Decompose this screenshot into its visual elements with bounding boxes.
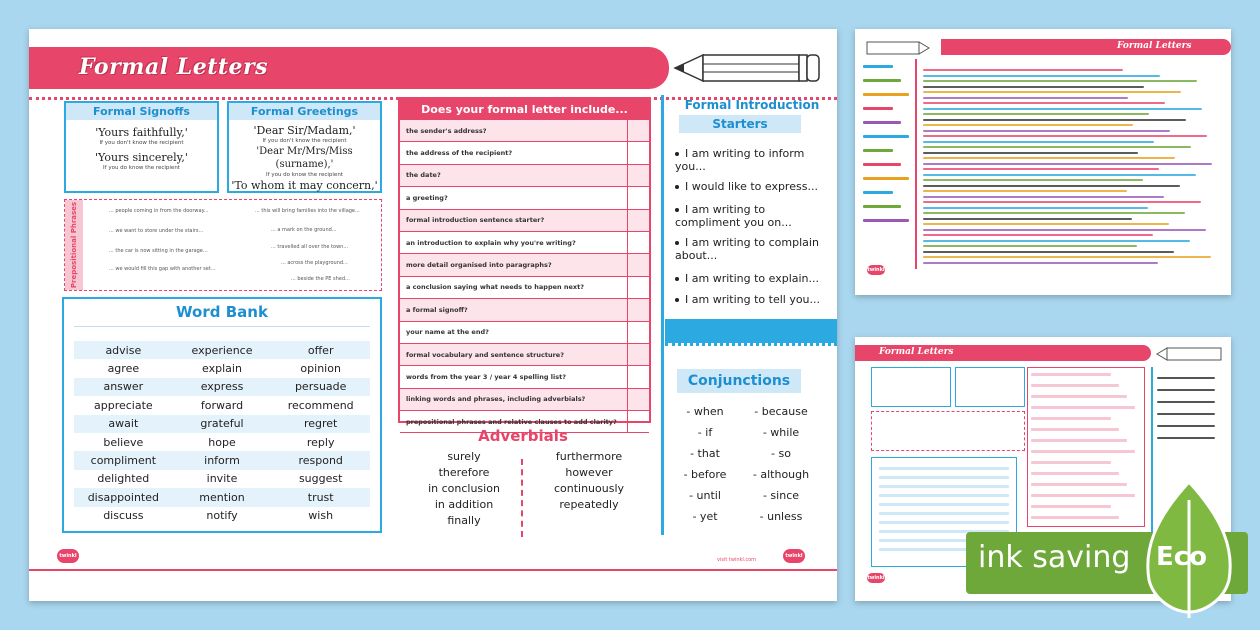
thumbnail-text-line — [923, 113, 1149, 115]
word-bank-row — [74, 470, 370, 488]
checklist-tick-box[interactable] — [627, 344, 649, 365]
checklist-item: formal vocabulary and sentence structure? — [406, 350, 564, 359]
checklist-row — [400, 344, 649, 366]
footer-site-text: visit twinkl.com — [717, 557, 757, 563]
intro-starter-text: I am writing to tell you... — [685, 293, 821, 306]
checklist-row — [400, 366, 649, 388]
checklist-tick-box[interactable] — [627, 389, 649, 410]
checklist-tick-box[interactable] — [627, 299, 649, 320]
bullet-icon — [675, 185, 679, 189]
thumbnail-text-line — [1031, 505, 1111, 508]
prep-phrase: ... a mark on the ground... — [271, 227, 337, 233]
thumbnail-label-line — [863, 107, 893, 110]
checklist-tick-box[interactable] — [627, 322, 649, 343]
checklist-tick-box[interactable] — [627, 277, 649, 298]
thumbnail-text-line — [923, 190, 1127, 192]
conjunction-word: - before — [683, 468, 727, 481]
prep-phrase: ... we want to store under the stairs... — [109, 228, 204, 234]
word-bank-word: trust — [307, 490, 334, 504]
prep-phrase: ... travelled all over the town... — [271, 244, 349, 250]
thumbnail-label-line — [863, 65, 893, 68]
twinkl-logo: twinkl — [783, 549, 805, 563]
word-bank-row — [74, 507, 370, 525]
checklist-item: formal introduction sentence starter? — [406, 216, 545, 225]
signoff-note: If you don't know the recipient — [99, 140, 184, 146]
thumbnail-text-line — [923, 223, 1169, 225]
word-bank-row — [74, 415, 370, 433]
thumbnail-text-line — [923, 69, 1123, 71]
checklist-item: linking words and phrases, including adverbials? — [406, 395, 586, 404]
pencil-icon — [865, 39, 931, 57]
word-bank-word: grateful — [200, 417, 244, 431]
footer-rule — [29, 569, 837, 571]
pencil-icon — [673, 49, 821, 87]
thumbnail-text-line — [1031, 384, 1119, 387]
prep-phrase: ... we would fill this gap with another set... — [109, 266, 216, 272]
thumbnail-text-line — [923, 141, 1154, 143]
word-bank-heading: Word Bank — [74, 299, 370, 327]
intro-starter-text: I am writing to complain about... — [675, 236, 819, 262]
blue-dotted-rule — [665, 343, 837, 346]
checklist-rows — [400, 120, 649, 433]
thumbnail-text-line — [923, 262, 1158, 264]
signoffs-box — [64, 101, 219, 193]
bullet-icon — [675, 298, 679, 302]
page-title: Formal Letters — [79, 54, 268, 80]
ink-saving-label: ink saving — [978, 540, 1131, 575]
thumbnail-text-line — [1157, 413, 1215, 415]
word-bank-word: await — [108, 417, 139, 431]
thumbnail-text-line — [923, 102, 1165, 104]
thumbnail-label-line — [863, 205, 901, 208]
conjunction-word: - that — [690, 447, 720, 460]
thumbnail-text-line — [1031, 428, 1119, 431]
checklist-tick-box[interactable] — [627, 254, 649, 275]
adverbials-heading: Adverbials — [478, 427, 568, 445]
checklist-tick-box[interactable] — [627, 366, 649, 387]
word-bank-word: invite — [206, 472, 238, 486]
mini-greetings-box — [955, 367, 1025, 407]
thumbnail-text-line — [923, 97, 1128, 99]
prep-phrase: ... beside the PE shed... — [291, 276, 350, 282]
thumbnail-text-line — [1031, 494, 1135, 497]
word-bank-word: disappointed — [87, 490, 159, 504]
adverbials-divider — [521, 459, 523, 537]
checklist-tick-box[interactable] — [627, 232, 649, 253]
word-bank-word: advise — [105, 343, 142, 357]
conjunctions-left-column — [675, 401, 735, 527]
adverbial-word: repeatedly — [559, 498, 619, 511]
word-bank-word: inform — [204, 454, 240, 468]
thumbnail-label-line — [863, 93, 909, 96]
thumbnail-title: Formal Letters — [1117, 41, 1192, 51]
thumbnail-text-line — [1157, 401, 1215, 403]
word-bank-word: explain — [202, 362, 242, 376]
pencil-icon — [1155, 345, 1223, 363]
checklist-item: a greeting? — [406, 193, 448, 202]
preview-thumbnail-1[interactable] — [855, 29, 1231, 295]
conjunction-word: - although — [752, 468, 810, 481]
thumbnail-text-line — [879, 476, 1009, 479]
thumbnail-label-line — [863, 121, 901, 124]
thumbnail-text-line — [1031, 395, 1127, 398]
word-bank-word: appreciate — [93, 398, 153, 412]
checklist-row — [400, 187, 649, 209]
thumbnail-text-line — [1157, 389, 1215, 391]
adverbial-word: furthermore — [555, 450, 623, 463]
thumbnail-text-line — [923, 196, 1164, 198]
signoff-phrase: 'Yours faithfully,' — [95, 126, 188, 139]
thumbnail-text-line — [923, 234, 1153, 236]
thumbnail-text-line — [923, 201, 1201, 203]
word-bank-word: compliment — [90, 454, 157, 468]
thumbnail-text-line — [1031, 373, 1111, 376]
checklist-item: a formal signoff? — [406, 305, 468, 314]
intro-starter-item — [675, 293, 825, 306]
thumbnail-text-line — [1157, 425, 1215, 427]
greeting-phrase: 'Dear Mr/Mrs/Miss (surname),' — [256, 146, 353, 170]
main-resource-sheet — [29, 29, 837, 601]
checklist-tick-box[interactable] — [627, 120, 649, 141]
signoff-phrase: 'Yours sincerely,' — [95, 151, 188, 164]
thumbnail-text-line — [923, 91, 1181, 93]
prepositional-label: Prepositional Phrases — [65, 200, 83, 290]
thumbnail-text-line — [923, 130, 1170, 132]
thumbnail-text-line — [879, 485, 1009, 488]
thumbnail-text-line — [879, 503, 1009, 506]
thumbnail-text-line — [923, 152, 1138, 154]
word-bank-word: delighted — [97, 472, 150, 486]
eco-badge-word: Eco — [1156, 542, 1208, 572]
thumbnail-text-line — [923, 185, 1180, 187]
thumbnail-text-line — [923, 207, 1148, 209]
thumbnail-text-line — [879, 512, 1009, 515]
thumbnail-text-line — [923, 174, 1196, 176]
intro-starter-text: I am writing to explain... — [685, 272, 820, 285]
thumbnail-text-line — [923, 75, 1160, 77]
thumbnail-text-line — [923, 179, 1143, 181]
thumbnail-text-line — [1031, 439, 1127, 442]
prepositional-box — [64, 199, 382, 291]
thumbnail-text-line — [1157, 437, 1215, 439]
checklist-row — [400, 165, 649, 187]
adverbial-word: continuously — [553, 482, 625, 495]
thumbnail-label-line — [863, 191, 893, 194]
thumbnail-text-line — [923, 245, 1137, 247]
checklist-row — [400, 210, 649, 232]
word-bank-row — [74, 451, 370, 469]
bullet-icon — [675, 241, 679, 245]
signoff-note: If you do know the recipient — [103, 165, 180, 171]
thumbnail-text-line — [1031, 472, 1119, 475]
conjunction-word: - while — [762, 426, 800, 439]
thumbnail-text-line — [923, 108, 1202, 110]
thumbnail-text-line — [879, 494, 1009, 497]
checklist-row — [400, 142, 649, 164]
conjunction-word: - until — [689, 489, 721, 502]
word-bank-row — [74, 488, 370, 506]
adverbials-left-column — [409, 449, 519, 529]
checklist-item: an introduction to explain why you're writing? — [406, 238, 576, 247]
word-bank-word: experience — [191, 343, 253, 357]
thumbnail-text-line — [1031, 450, 1135, 453]
conjunction-word: - yet — [692, 510, 718, 523]
intro-starter-item — [675, 236, 825, 262]
mini-checklist-box — [1027, 367, 1145, 527]
word-bank-word: persuade — [294, 380, 347, 394]
thumbnail-text-line — [879, 521, 1009, 524]
thumbnail-text-line — [923, 229, 1206, 231]
checklist-item: the sender's address? — [406, 126, 487, 135]
thumbnail-text-line — [923, 157, 1175, 159]
word-bank-word: answer — [103, 380, 144, 394]
word-bank-word: express — [200, 380, 244, 394]
thumbnail-text-line — [923, 163, 1212, 165]
checklist-row — [400, 389, 649, 411]
checklist-item: more detail organised into paragraphs? — [406, 261, 552, 270]
word-bank-row — [74, 359, 370, 377]
thumbnail-label-line — [863, 79, 901, 82]
word-bank-grid — [74, 341, 370, 525]
prep-phrase: ... across the playground... — [281, 260, 348, 266]
word-bank-word: respond — [298, 454, 343, 468]
thumbnail-label-line — [863, 149, 893, 152]
adverbial-word: surely — [447, 450, 481, 463]
thumbnail-text-line — [1031, 516, 1119, 519]
conjunction-word: - so — [771, 447, 791, 460]
word-bank-word: mention — [199, 490, 245, 504]
word-bank-word: recommend — [287, 398, 354, 412]
word-bank-word: notify — [206, 509, 238, 523]
thumbnail-text-line — [1157, 377, 1215, 379]
prep-phrase: ... the car is now sitting in the garage... — [109, 248, 208, 254]
checklist-item: prepositional phrases and relative clauses to add clarity? — [406, 417, 617, 426]
twinkl-logo: twinkl — [867, 575, 885, 581]
thumbnail-text-line — [923, 119, 1186, 121]
checklist-row — [400, 254, 649, 276]
adverbial-word: finally — [447, 514, 481, 527]
intro-starter-text: I am writing to compliment you on... — [675, 203, 792, 229]
word-bank-row — [74, 378, 370, 396]
prep-phrase: ... this will bring families into the village... — [255, 208, 360, 214]
greeting-phrase: 'To whom it may concern,' — [231, 179, 378, 192]
word-bank-word: wish — [308, 509, 334, 523]
thumbnail-text-line — [1031, 406, 1135, 409]
conjunctions-heading: Conjunctions — [677, 369, 801, 393]
checklist-heading: Does your formal letter include... — [400, 99, 649, 120]
conjunction-word: - unless — [759, 510, 803, 523]
conjunctions-right-column — [745, 401, 817, 527]
bullet-icon — [675, 277, 679, 281]
checklist-row — [400, 120, 649, 142]
thumbnail-label-line — [863, 177, 909, 180]
intro-starter-item — [675, 272, 825, 285]
column-separator — [661, 95, 664, 535]
thumbnail-label-line — [863, 163, 901, 166]
checklist-item: words from the year 3 / year 4 spelling list? — [406, 372, 566, 381]
word-bank-word: suggest — [298, 472, 343, 486]
word-bank-box — [62, 297, 382, 533]
adverbial-word: in conclusion — [428, 482, 500, 495]
thumbnail-label-line — [863, 135, 909, 138]
bullet-icon — [675, 208, 679, 212]
checklist-tick-box[interactable] — [627, 142, 649, 163]
word-bank-row — [74, 396, 370, 414]
word-bank-word: opinion — [300, 362, 341, 376]
word-bank-word: forward — [200, 398, 244, 412]
conjunction-word: - when — [686, 405, 724, 418]
adverbials-right-column — [529, 449, 649, 513]
thumbnail-text-line — [923, 124, 1133, 126]
word-bank-word: reply — [306, 435, 335, 449]
word-bank-word: hope — [208, 435, 236, 449]
word-bank-word: agree — [107, 362, 140, 376]
conjunction-word: - if — [697, 426, 713, 439]
checklist-tick-box[interactable] — [627, 165, 649, 186]
thumbnail-title: Formal Letters — [879, 347, 954, 357]
thumbnail-text-line — [923, 146, 1191, 148]
word-bank-row — [74, 341, 370, 359]
twinkl-logo: twinkl — [867, 267, 885, 273]
thumbnail-text-line — [879, 467, 1009, 470]
checklist-tick-box[interactable] — [627, 187, 649, 208]
checklist-row — [400, 322, 649, 344]
thumbnail-text-line — [923, 86, 1144, 88]
conjunction-word: - since — [762, 489, 800, 502]
greeting-note: If you don't know the recipient — [262, 138, 347, 144]
thumbnail-text-line — [1031, 417, 1111, 420]
intro-starters-subheading: Starters — [679, 115, 801, 133]
thumbnail-text-line — [1031, 483, 1127, 486]
adverbial-word: in addition — [434, 498, 494, 511]
greetings-heading: Formal Greetings — [229, 103, 380, 120]
greeting-note: If you do know the recipient — [266, 172, 343, 178]
blue-stripe — [665, 319, 837, 343]
checklist-item: the date? — [406, 171, 441, 180]
word-bank-row — [74, 433, 370, 451]
mini-signoffs-box — [871, 367, 951, 407]
word-bank-word: believe — [103, 435, 144, 449]
prep-phrase: ... people coming in from the doorway... — [109, 208, 209, 214]
greetings-box — [227, 101, 382, 193]
thumbnail-text-line — [923, 218, 1132, 220]
intro-starter-text: I would like to express... — [685, 180, 818, 193]
checklist-item: a conclusion saying what needs to happen next? — [406, 283, 584, 292]
checklist-box — [398, 97, 651, 426]
checklist-row — [400, 277, 649, 299]
thumbnail-margin — [915, 59, 917, 269]
adverbial-word: however — [565, 466, 613, 479]
checklist-tick-box[interactable] — [627, 210, 649, 231]
bullet-icon — [675, 152, 679, 156]
conjunction-word: - because — [754, 405, 808, 418]
twinkl-logo: twinkl — [57, 549, 79, 563]
word-bank-word: discuss — [103, 509, 144, 523]
checklist-row — [400, 299, 649, 321]
adverbial-word: therefore — [438, 466, 490, 479]
signoffs-heading: Formal Signoffs — [66, 103, 217, 120]
intro-starter-item — [675, 180, 825, 193]
intro-starter-item — [675, 147, 825, 173]
thumbnail-text-line — [923, 80, 1197, 82]
checklist-row — [400, 232, 649, 254]
thumbnail-text-line — [923, 212, 1185, 214]
thumbnail-text-line — [1031, 461, 1111, 464]
intro-starter-item — [675, 203, 825, 229]
mini-prepositional-box — [871, 411, 1025, 451]
checklist-item: your name at the end? — [406, 328, 489, 337]
thumbnail-text-line — [923, 240, 1190, 242]
intro-starter-text: I am writing to inform you... — [675, 147, 805, 173]
word-bank-word: offer — [307, 343, 334, 357]
word-bank-word: regret — [303, 417, 338, 431]
thumbnail-label-line — [863, 219, 909, 222]
thumbnail-text-line — [923, 256, 1211, 258]
checklist-item: the address of the recipient? — [406, 149, 513, 158]
thumbnail-text-line — [923, 168, 1159, 170]
intro-starters-heading: Formal Introduction — [684, 98, 820, 112]
greeting-phrase: 'Dear Sir/Madam,' — [253, 124, 356, 137]
thumbnail-text-line — [923, 135, 1207, 137]
thumbnail-text-line — [923, 251, 1174, 253]
